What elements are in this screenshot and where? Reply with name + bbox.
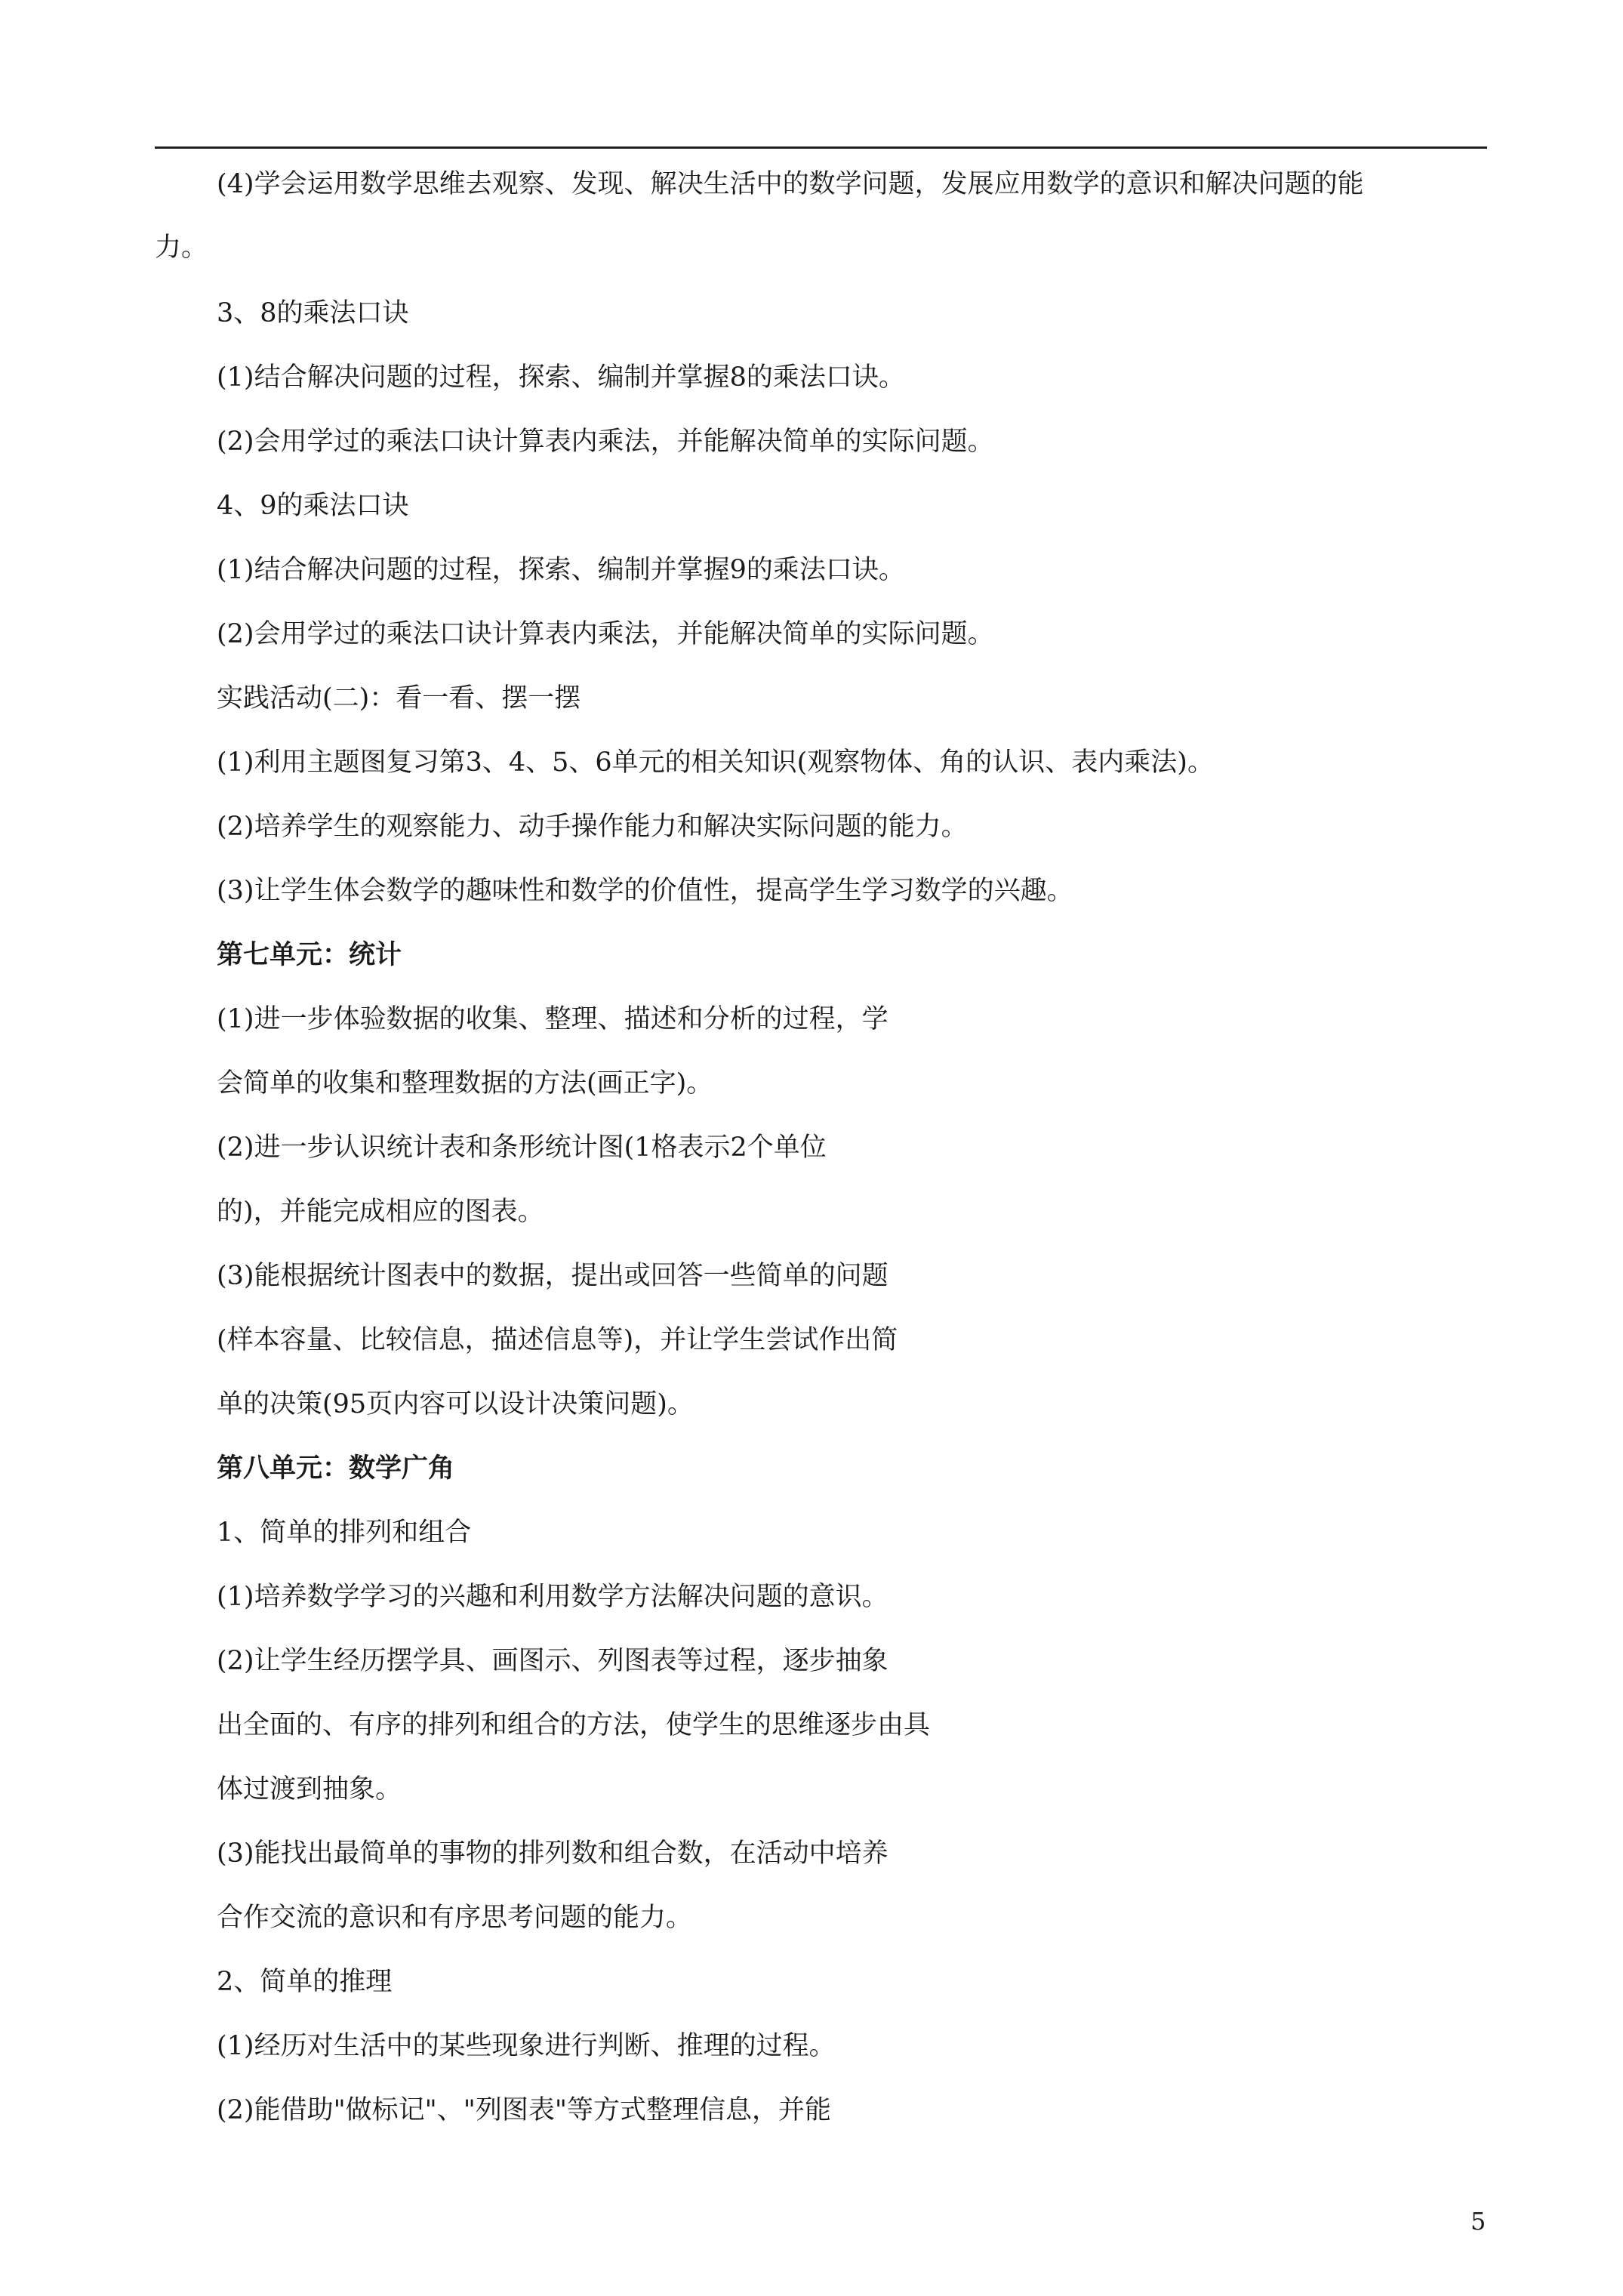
text-line: (3)能找出最简单的事物的排列数和组合数，在活动中培养 <box>217 1838 888 1869</box>
text-line: (2)会用学过的乘法口诀计算表内乘法，并能解决简单的实际问题。 <box>217 427 994 457</box>
page-number: 5 <box>1471 2207 1486 2236</box>
section-heading: 第八单元：数学广角 <box>217 1453 455 1484</box>
text-line: (2)让学生经历摆学具、画图示、列图表等过程，逐步抽象 <box>217 1646 888 1676</box>
text-line: (1)结合解决问题的过程，探索、编制并掌握8的乘法口诀。 <box>217 362 905 393</box>
text-line: 体过渡到抽象。 <box>217 1774 402 1804</box>
text-line: (2)会用学过的乘法口诀计算表内乘法，并能解决简单的实际问题。 <box>217 619 994 649</box>
text-line: 出全面的、有序的排列和组合的方法，使学生的思维逐步由具 <box>217 1710 931 1740</box>
text-line: 2、简单的推理 <box>217 1967 393 1997</box>
text-line: 3、8的乘法口诀 <box>217 298 409 328</box>
text-line: 的)，并能完成相应的图表。 <box>217 1197 544 1227</box>
header-rule <box>155 146 1487 149</box>
text-line: 实践活动(二)：看一看、摆一摆 <box>217 683 581 713</box>
text-line: (2)能借助"做标记"、"列图表"等方式整理信息，并能 <box>217 2095 831 2125</box>
text-line: 单的决策(95页内容可以设计决策问题)。 <box>217 1389 694 1419</box>
text-line: (样本容量、比较信息，描述信息等)，并让学生尝试作出简 <box>217 1325 898 1355</box>
text-line: (4)学会运用数学思维去观察、发现、解决生活中的数学问题，发展应用数学的意识和解决问题的能 <box>217 169 1364 199</box>
text-line: (1)利用主题图复习第3、4、5、6单元的相关知识(观察物体、角的认识、表内乘法)。 <box>217 747 1214 778</box>
text-line: (1)结合解决问题的过程，探索、编制并掌握9的乘法口诀。 <box>217 555 905 585</box>
text-line: (3)能根据统计图表中的数据，提出或回答一些简单的问题 <box>217 1261 888 1291</box>
section-heading: 第七单元：统计 <box>217 939 402 970</box>
text-line: 合作交流的意识和有序思考问题的能力。 <box>217 1903 693 1933</box>
text-line: 力。 <box>155 233 208 263</box>
text-line: (1)进一步体验数据的收集、整理、描述和分析的过程，学 <box>217 1004 888 1034</box>
text-line: 1、简单的排列和组合 <box>217 1518 472 1548</box>
text-line: (2)培养学生的观察能力、动手操作能力和解决实际问题的能力。 <box>217 812 968 842</box>
text-line: (2)进一步认识统计表和条形统计图(1格表示2个单位 <box>217 1133 827 1163</box>
text-line: (1)经历对生活中的某些现象进行判断、推理的过程。 <box>217 2031 836 2061</box>
text-line: (3)让学生体会数学的趣味性和数学的价值性，提高学生学习数学的兴趣。 <box>217 876 1073 906</box>
text-line: (1)培养数学学习的兴趣和利用数学方法解决问题的意识。 <box>217 1582 888 1612</box>
text-line: 会简单的收集和整理数据的方法(画正字)。 <box>217 1068 713 1099</box>
text-line: 4、9的乘法口诀 <box>217 491 409 521</box>
